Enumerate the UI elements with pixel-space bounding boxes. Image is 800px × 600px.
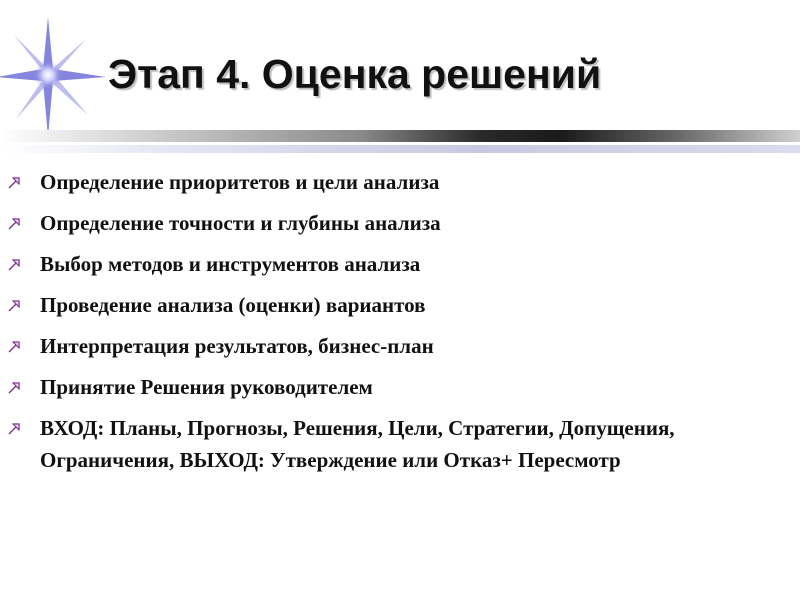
arrow-up-right-icon	[8, 340, 21, 353]
bullet-text: ВХОД: Планы, Прогнозы, Решения, Цели, Стратегии, Допущения, Ограничения, ВЫХОД: Утверждение или Отказ+ Пересмотр	[40, 416, 675, 472]
bullet-item	[0, 371, 800, 403]
bullet-item	[0, 330, 800, 362]
bullet-text: Проведение анализа (оценки) вариантов	[40, 293, 426, 317]
bullet-text: Принятие Решения руководителем	[40, 375, 373, 399]
bullet-item	[0, 207, 800, 239]
slide-title: Этап 4. Оценка решений	[108, 51, 602, 97]
bullet-item	[0, 412, 800, 476]
arrow-up-right-icon	[8, 422, 21, 435]
bullet-list	[0, 166, 800, 485]
arrow-up-right-icon	[8, 299, 21, 312]
arrow-up-right-icon	[8, 258, 21, 271]
arrow-up-right-icon	[8, 176, 21, 189]
bullet-text: Выбор методов и инструментов анализа	[40, 252, 421, 276]
arrow-up-right-icon	[8, 217, 21, 230]
arrow-up-right-icon	[8, 381, 21, 394]
bullet-item	[0, 166, 800, 198]
bullet-item	[0, 248, 800, 280]
bullet-text: Определение точности и глубины анализа	[40, 211, 441, 235]
bullet-text: Определение приоритетов и цели анализа	[40, 170, 440, 194]
title-divider	[0, 130, 800, 142]
title-divider-accent	[0, 145, 800, 153]
bullet-item	[0, 289, 800, 321]
star-sparkle-icon	[0, 15, 112, 139]
bullet-text: Интерпретация результатов, бизнес-план	[40, 334, 434, 358]
